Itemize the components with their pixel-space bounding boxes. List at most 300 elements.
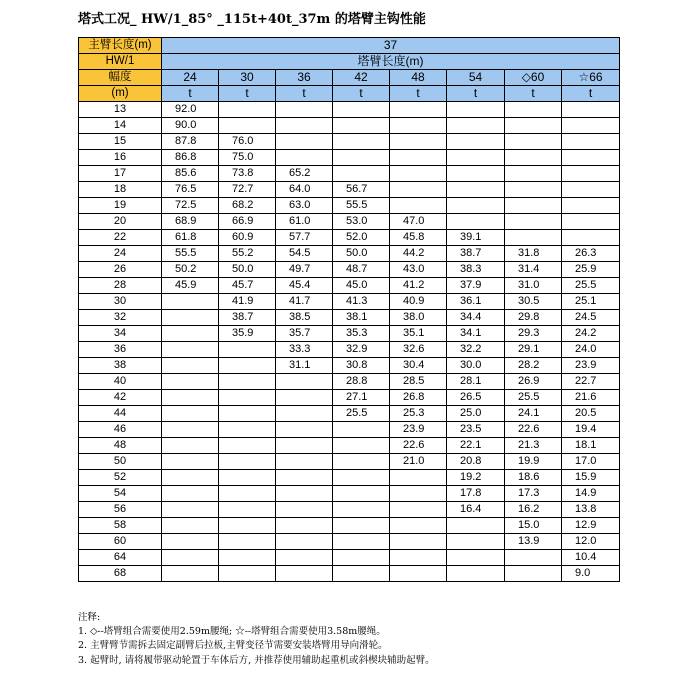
capacity-cell: 72.7 bbox=[219, 182, 276, 198]
note-1: 1. ◇--塔臂组合需要使用2.59m腰绳; ☆--塔臂组合需要使用3.58m腰绳。 bbox=[78, 626, 386, 638]
note-2: 2. 主臂臂节需拆去固定副臂后拉板,主臂变径节需要安装塔臂用导向滑轮。 bbox=[78, 640, 388, 652]
capacity-cell bbox=[276, 406, 333, 422]
capacity-cell: 16.2 bbox=[505, 502, 562, 518]
capacity-cell bbox=[219, 566, 276, 582]
capacity-cell: 31.0 bbox=[505, 278, 562, 294]
capacity-cell: 18.6 bbox=[505, 470, 562, 486]
capacity-cell: 38.3 bbox=[447, 262, 505, 278]
capacity-cell: 16.4 bbox=[447, 502, 505, 518]
capacity-cell bbox=[505, 214, 562, 230]
radius-cell: 28 bbox=[79, 278, 162, 294]
capacity-cell: 41.9 bbox=[219, 294, 276, 310]
capacity-cell bbox=[219, 470, 276, 486]
capacity-cell bbox=[447, 118, 505, 134]
capacity-cell bbox=[390, 150, 447, 166]
capacity-cell: 28.1 bbox=[447, 374, 505, 390]
capacity-cell bbox=[390, 134, 447, 150]
table-row bbox=[79, 566, 620, 582]
capacity-cell bbox=[390, 198, 447, 214]
capacity-cell: 35.1 bbox=[390, 326, 447, 342]
capacity-cell bbox=[219, 406, 276, 422]
capacity-cell: 24.5 bbox=[562, 310, 620, 326]
capacity-cell bbox=[219, 390, 276, 406]
capacity-cell bbox=[447, 134, 505, 150]
capacity-cell bbox=[505, 182, 562, 198]
capacity-cell: 29.1 bbox=[505, 342, 562, 358]
radius-cell: 54 bbox=[79, 486, 162, 502]
capacity-cell: 57.7 bbox=[276, 230, 333, 246]
capacity-cell bbox=[219, 454, 276, 470]
capacity-cell: 32.9 bbox=[333, 342, 390, 358]
capacity-cell bbox=[390, 518, 447, 534]
capacity-cell: 25.5 bbox=[505, 390, 562, 406]
radius-cell: 34 bbox=[79, 326, 162, 342]
capacity-cell bbox=[562, 166, 620, 182]
capacity-cell: 25.5 bbox=[333, 406, 390, 422]
radius-cell: 19 bbox=[79, 198, 162, 214]
capacity-cell: 30.8 bbox=[333, 358, 390, 374]
capacity-cell: 22.7 bbox=[562, 374, 620, 390]
capacity-cell: 36.1 bbox=[447, 294, 505, 310]
capacity-cell bbox=[276, 118, 333, 134]
capacity-cell: 55.2 bbox=[219, 246, 276, 262]
radius-cell: 64 bbox=[79, 550, 162, 566]
capacity-cell: 63.0 bbox=[276, 198, 333, 214]
capacity-cell: 43.0 bbox=[390, 262, 447, 278]
capacity-cell bbox=[276, 374, 333, 390]
capacity-cell bbox=[505, 102, 562, 118]
radius-cell: 26 bbox=[79, 262, 162, 278]
tower-length-col-1: 30 bbox=[219, 70, 276, 86]
capacity-cell bbox=[333, 518, 390, 534]
capacity-cell bbox=[162, 390, 219, 406]
table-row bbox=[79, 422, 620, 438]
capacity-cell: 50.0 bbox=[333, 246, 390, 262]
header-row-units bbox=[79, 86, 620, 102]
unit-col-1: t bbox=[219, 86, 276, 102]
capacity-cell: 26.5 bbox=[447, 390, 505, 406]
capacity-cell bbox=[447, 518, 505, 534]
tower-boom-label: 塔臂长度(m) bbox=[162, 54, 620, 70]
capacity-cell bbox=[162, 502, 219, 518]
table-row bbox=[79, 518, 620, 534]
capacity-cell: 26.8 bbox=[390, 390, 447, 406]
capacity-cell: 28.8 bbox=[333, 374, 390, 390]
capacity-cell bbox=[219, 358, 276, 374]
table-row bbox=[79, 134, 620, 150]
capacity-cell bbox=[333, 134, 390, 150]
capacity-cell: 19.9 bbox=[505, 454, 562, 470]
capacity-cell bbox=[390, 470, 447, 486]
capacity-cell: 75.0 bbox=[219, 150, 276, 166]
table-row bbox=[79, 102, 620, 118]
unit-col-5: t bbox=[447, 86, 505, 102]
radius-cell: 17 bbox=[79, 166, 162, 182]
main-boom-value: 37 bbox=[162, 38, 620, 54]
capacity-cell bbox=[219, 502, 276, 518]
capacity-cell: 15.0 bbox=[505, 518, 562, 534]
capacity-cell: 10.4 bbox=[562, 550, 620, 566]
capacity-cell bbox=[162, 342, 219, 358]
capacity-cell bbox=[390, 118, 447, 134]
capacity-cell: 23.9 bbox=[390, 422, 447, 438]
capacity-cell bbox=[276, 454, 333, 470]
capacity-cell: 21.6 bbox=[562, 390, 620, 406]
capacity-cell bbox=[162, 358, 219, 374]
capacity-cell bbox=[276, 486, 333, 502]
note-3: 3. 起臂时, 请将履带驱动轮置于车体后方, 并推荐使用辅助起重机或斜楔块辅助起臂。 bbox=[78, 654, 435, 666]
capacity-cell bbox=[162, 454, 219, 470]
capacity-cell: 45.4 bbox=[276, 278, 333, 294]
capacity-cell: 25.3 bbox=[390, 406, 447, 422]
capacity-cell bbox=[219, 438, 276, 454]
header-row-lengths bbox=[79, 70, 620, 86]
capacity-cell bbox=[219, 102, 276, 118]
capacity-cell: 30.0 bbox=[447, 358, 505, 374]
capacity-cell bbox=[505, 198, 562, 214]
capacity-cell bbox=[505, 118, 562, 134]
capacity-cell bbox=[447, 214, 505, 230]
capacity-cell: 40.9 bbox=[390, 294, 447, 310]
capacity-cell: 48.7 bbox=[333, 262, 390, 278]
capacity-cell: 38.0 bbox=[390, 310, 447, 326]
capacity-cell bbox=[390, 182, 447, 198]
capacity-cell: 32.2 bbox=[447, 342, 505, 358]
capacity-cell: 26.3 bbox=[562, 246, 620, 262]
radius-cell: 58 bbox=[79, 518, 162, 534]
capacity-cell bbox=[162, 566, 219, 582]
capacity-cell: 26.9 bbox=[505, 374, 562, 390]
capacity-cell: 21.0 bbox=[390, 454, 447, 470]
capacity-cell bbox=[333, 102, 390, 118]
capacity-cell bbox=[276, 422, 333, 438]
radius-cell: 24 bbox=[79, 246, 162, 262]
capacity-cell bbox=[390, 502, 447, 518]
capacity-cell bbox=[562, 182, 620, 198]
capacity-cell: 14.9 bbox=[562, 486, 620, 502]
capacity-cell: 41.3 bbox=[333, 294, 390, 310]
tower-length-col-2: 36 bbox=[276, 70, 333, 86]
table-row bbox=[79, 262, 620, 278]
capacity-cell bbox=[219, 342, 276, 358]
capacity-cell bbox=[219, 422, 276, 438]
capacity-cell bbox=[276, 566, 333, 582]
capacity-cell: 38.7 bbox=[447, 246, 505, 262]
capacity-cell: 21.3 bbox=[505, 438, 562, 454]
capacity-cell bbox=[219, 118, 276, 134]
capacity-cell: 19.4 bbox=[562, 422, 620, 438]
notes bbox=[78, 611, 435, 668]
mode-label: HW/1 bbox=[79, 54, 162, 70]
capacity-cell bbox=[333, 566, 390, 582]
capacity-cell: 17.0 bbox=[562, 454, 620, 470]
table-row bbox=[79, 150, 620, 166]
radius-cell: 18 bbox=[79, 182, 162, 198]
capacity-cell bbox=[390, 166, 447, 182]
capacity-cell: 23.5 bbox=[447, 422, 505, 438]
table-row bbox=[79, 534, 620, 550]
capacity-cell: 61.0 bbox=[276, 214, 333, 230]
capacity-cell: 61.8 bbox=[162, 230, 219, 246]
unit-col-4: t bbox=[390, 86, 447, 102]
capacity-cell bbox=[333, 150, 390, 166]
capacity-cell: 17.8 bbox=[447, 486, 505, 502]
tower-length-col-5: 54 bbox=[447, 70, 505, 86]
capacity-cell bbox=[333, 502, 390, 518]
radius-cell: 50 bbox=[79, 454, 162, 470]
table-row bbox=[79, 198, 620, 214]
radius-cell: 32 bbox=[79, 310, 162, 326]
capacity-cell bbox=[505, 566, 562, 582]
capacity-cell: 23.9 bbox=[562, 358, 620, 374]
capacity-cell: 45.7 bbox=[219, 278, 276, 294]
capacity-cell bbox=[562, 118, 620, 134]
radius-label: 幅度 bbox=[79, 70, 162, 86]
capacity-cell: 38.5 bbox=[276, 310, 333, 326]
main-boom-label: 主臂长度(m) bbox=[79, 38, 162, 54]
radius-cell: 46 bbox=[79, 422, 162, 438]
capacity-cell: 12.0 bbox=[562, 534, 620, 550]
capacity-cell bbox=[333, 438, 390, 454]
capacity-cell bbox=[333, 550, 390, 566]
capacity-cell: 50.0 bbox=[219, 262, 276, 278]
capacity-cell bbox=[447, 166, 505, 182]
capacity-cell bbox=[562, 198, 620, 214]
radius-cell: 16 bbox=[79, 150, 162, 166]
table-row bbox=[79, 118, 620, 134]
radius-cell: 56 bbox=[79, 502, 162, 518]
capacity-cell bbox=[276, 470, 333, 486]
table-row bbox=[79, 470, 620, 486]
capacity-cell: 30.4 bbox=[390, 358, 447, 374]
capacity-cell: 38.7 bbox=[219, 310, 276, 326]
capacity-cell bbox=[276, 502, 333, 518]
table-row bbox=[79, 358, 620, 374]
capacity-cell: 65.2 bbox=[276, 166, 333, 182]
capacity-cell: 68.2 bbox=[219, 198, 276, 214]
capacity-cell: 52.0 bbox=[333, 230, 390, 246]
capacity-cell: 31.1 bbox=[276, 358, 333, 374]
capacity-cell bbox=[390, 102, 447, 118]
capacity-cell: 9.0 bbox=[562, 566, 620, 582]
capacity-cell: 92.0 bbox=[162, 102, 219, 118]
radius-cell: 68 bbox=[79, 566, 162, 582]
capacity-cell: 39.1 bbox=[447, 230, 505, 246]
capacity-cell bbox=[276, 438, 333, 454]
table-row bbox=[79, 246, 620, 262]
capacity-cell bbox=[505, 550, 562, 566]
capacity-cell: 76.0 bbox=[219, 134, 276, 150]
radius-cell: 15 bbox=[79, 134, 162, 150]
capacity-cell: 64.0 bbox=[276, 182, 333, 198]
capacity-cell bbox=[333, 454, 390, 470]
capacity-cell: 45.8 bbox=[390, 230, 447, 246]
capacity-cell: 53.0 bbox=[333, 214, 390, 230]
capacity-cell bbox=[162, 422, 219, 438]
capacity-cell bbox=[162, 486, 219, 502]
radius-cell: 38 bbox=[79, 358, 162, 374]
tower-length-col-6: ◇60 bbox=[505, 70, 562, 86]
capacity-cell: 66.9 bbox=[219, 214, 276, 230]
capacity-cell bbox=[333, 534, 390, 550]
capacity-cell bbox=[162, 470, 219, 486]
capacity-cell bbox=[219, 486, 276, 502]
capacity-cell: 41.7 bbox=[276, 294, 333, 310]
table-row bbox=[79, 166, 620, 182]
capacity-cell: 27.1 bbox=[333, 390, 390, 406]
capacity-cell bbox=[447, 534, 505, 550]
unit-col-0: t bbox=[162, 86, 219, 102]
capacity-cell: 76.5 bbox=[162, 182, 219, 198]
capacity-cell: 47.0 bbox=[390, 214, 447, 230]
capacity-cell bbox=[390, 550, 447, 566]
capacity-cell: 29.8 bbox=[505, 310, 562, 326]
capacity-cell bbox=[562, 102, 620, 118]
capacity-cell: 56.7 bbox=[333, 182, 390, 198]
capacity-cell bbox=[505, 230, 562, 246]
table-row bbox=[79, 550, 620, 566]
radius-cell: 13 bbox=[79, 102, 162, 118]
notes-heading: 注释: bbox=[78, 612, 101, 623]
capacity-cell: 34.1 bbox=[447, 326, 505, 342]
capacity-cell: 25.1 bbox=[562, 294, 620, 310]
radius-unit-label: (m) bbox=[79, 86, 162, 102]
table-row bbox=[79, 454, 620, 470]
radius-cell: 20 bbox=[79, 214, 162, 230]
capacity-cell: 44.2 bbox=[390, 246, 447, 262]
capacity-cell: 28.5 bbox=[390, 374, 447, 390]
capacity-cell: 13.9 bbox=[505, 534, 562, 550]
table-row bbox=[79, 438, 620, 454]
capacity-cell bbox=[447, 198, 505, 214]
capacity-cell: 54.5 bbox=[276, 246, 333, 262]
capacity-cell bbox=[219, 550, 276, 566]
capacity-cell bbox=[333, 166, 390, 182]
capacity-cell: 72.5 bbox=[162, 198, 219, 214]
capacity-cell: 49.7 bbox=[276, 262, 333, 278]
capacity-cell bbox=[562, 150, 620, 166]
capacity-cell: 24.2 bbox=[562, 326, 620, 342]
capacity-cell bbox=[276, 134, 333, 150]
capacity-cell bbox=[276, 390, 333, 406]
unit-col-6: t bbox=[505, 86, 562, 102]
capacity-cell bbox=[562, 134, 620, 150]
capacity-cell: 22.1 bbox=[447, 438, 505, 454]
table-row bbox=[79, 230, 620, 246]
capacity-cell: 34.4 bbox=[447, 310, 505, 326]
capacity-cell: 13.8 bbox=[562, 502, 620, 518]
capacity-cell: 55.5 bbox=[333, 198, 390, 214]
header-row-main-boom bbox=[79, 38, 620, 54]
capacity-cell: 90.0 bbox=[162, 118, 219, 134]
unit-col-2: t bbox=[276, 86, 333, 102]
capacity-cell: 19.2 bbox=[447, 470, 505, 486]
capacity-cell: 15.9 bbox=[562, 470, 620, 486]
capacity-cell: 73.8 bbox=[219, 166, 276, 182]
capacity-cell bbox=[219, 518, 276, 534]
capacity-cell: 35.3 bbox=[333, 326, 390, 342]
table-row bbox=[79, 406, 620, 422]
capacity-cell bbox=[333, 470, 390, 486]
capacity-cell: 31.8 bbox=[505, 246, 562, 262]
table-row bbox=[79, 326, 620, 342]
capacity-cell: 60.9 bbox=[219, 230, 276, 246]
radius-cell: 22 bbox=[79, 230, 162, 246]
radius-cell: 60 bbox=[79, 534, 162, 550]
capacity-cell bbox=[162, 518, 219, 534]
capacity-cell bbox=[162, 294, 219, 310]
capacity-cell bbox=[276, 550, 333, 566]
capacity-cell bbox=[276, 102, 333, 118]
radius-cell: 48 bbox=[79, 438, 162, 454]
capacity-cell: 50.2 bbox=[162, 262, 219, 278]
capacity-cell: 35.7 bbox=[276, 326, 333, 342]
radius-cell: 42 bbox=[79, 390, 162, 406]
capacity-cell: 20.8 bbox=[447, 454, 505, 470]
capacity-cell: 41.2 bbox=[390, 278, 447, 294]
tower-length-col-3: 42 bbox=[333, 70, 390, 86]
radius-cell: 14 bbox=[79, 118, 162, 134]
capacity-cell: 68.9 bbox=[162, 214, 219, 230]
capacity-cell: 86.8 bbox=[162, 150, 219, 166]
capacity-cell: 85.6 bbox=[162, 166, 219, 182]
document-title: 塔式工况_ HW/1_85° _115t+40t_37m 的塔臂主钩性能 bbox=[78, 12, 426, 27]
capacity-cell: 33.3 bbox=[276, 342, 333, 358]
tower-length-col-7: ☆66 bbox=[562, 70, 620, 86]
radius-cell: 52 bbox=[79, 470, 162, 486]
capacity-cell bbox=[162, 550, 219, 566]
capacity-cell bbox=[447, 182, 505, 198]
table-row bbox=[79, 486, 620, 502]
capacity-cell: 24.0 bbox=[562, 342, 620, 358]
radius-cell: 36 bbox=[79, 342, 162, 358]
capacity-cell bbox=[333, 486, 390, 502]
capacity-cell bbox=[505, 166, 562, 182]
capacity-cell bbox=[162, 438, 219, 454]
capacity-cell bbox=[447, 102, 505, 118]
unit-col-3: t bbox=[333, 86, 390, 102]
load-chart-table bbox=[78, 37, 620, 582]
capacity-cell: 25.0 bbox=[447, 406, 505, 422]
radius-cell: 44 bbox=[79, 406, 162, 422]
header-row-tower-boom bbox=[79, 54, 620, 70]
capacity-cell bbox=[447, 566, 505, 582]
capacity-cell: 12.9 bbox=[562, 518, 620, 534]
capacity-cell bbox=[447, 550, 505, 566]
capacity-cell: 45.9 bbox=[162, 278, 219, 294]
capacity-cell: 45.0 bbox=[333, 278, 390, 294]
capacity-cell bbox=[162, 406, 219, 422]
capacity-cell bbox=[562, 230, 620, 246]
table-row bbox=[79, 310, 620, 326]
capacity-cell bbox=[505, 134, 562, 150]
capacity-cell bbox=[390, 534, 447, 550]
capacity-cell bbox=[390, 486, 447, 502]
radius-cell: 30 bbox=[79, 294, 162, 310]
capacity-cell: 25.9 bbox=[562, 262, 620, 278]
capacity-cell: 55.5 bbox=[162, 246, 219, 262]
capacity-cell bbox=[333, 118, 390, 134]
capacity-cell bbox=[562, 214, 620, 230]
capacity-cell bbox=[162, 310, 219, 326]
capacity-cell bbox=[505, 150, 562, 166]
table-row bbox=[79, 342, 620, 358]
capacity-cell: 87.8 bbox=[162, 134, 219, 150]
capacity-cell: 25.5 bbox=[562, 278, 620, 294]
table-row bbox=[79, 502, 620, 518]
capacity-cell bbox=[162, 374, 219, 390]
capacity-cell: 28.2 bbox=[505, 358, 562, 374]
